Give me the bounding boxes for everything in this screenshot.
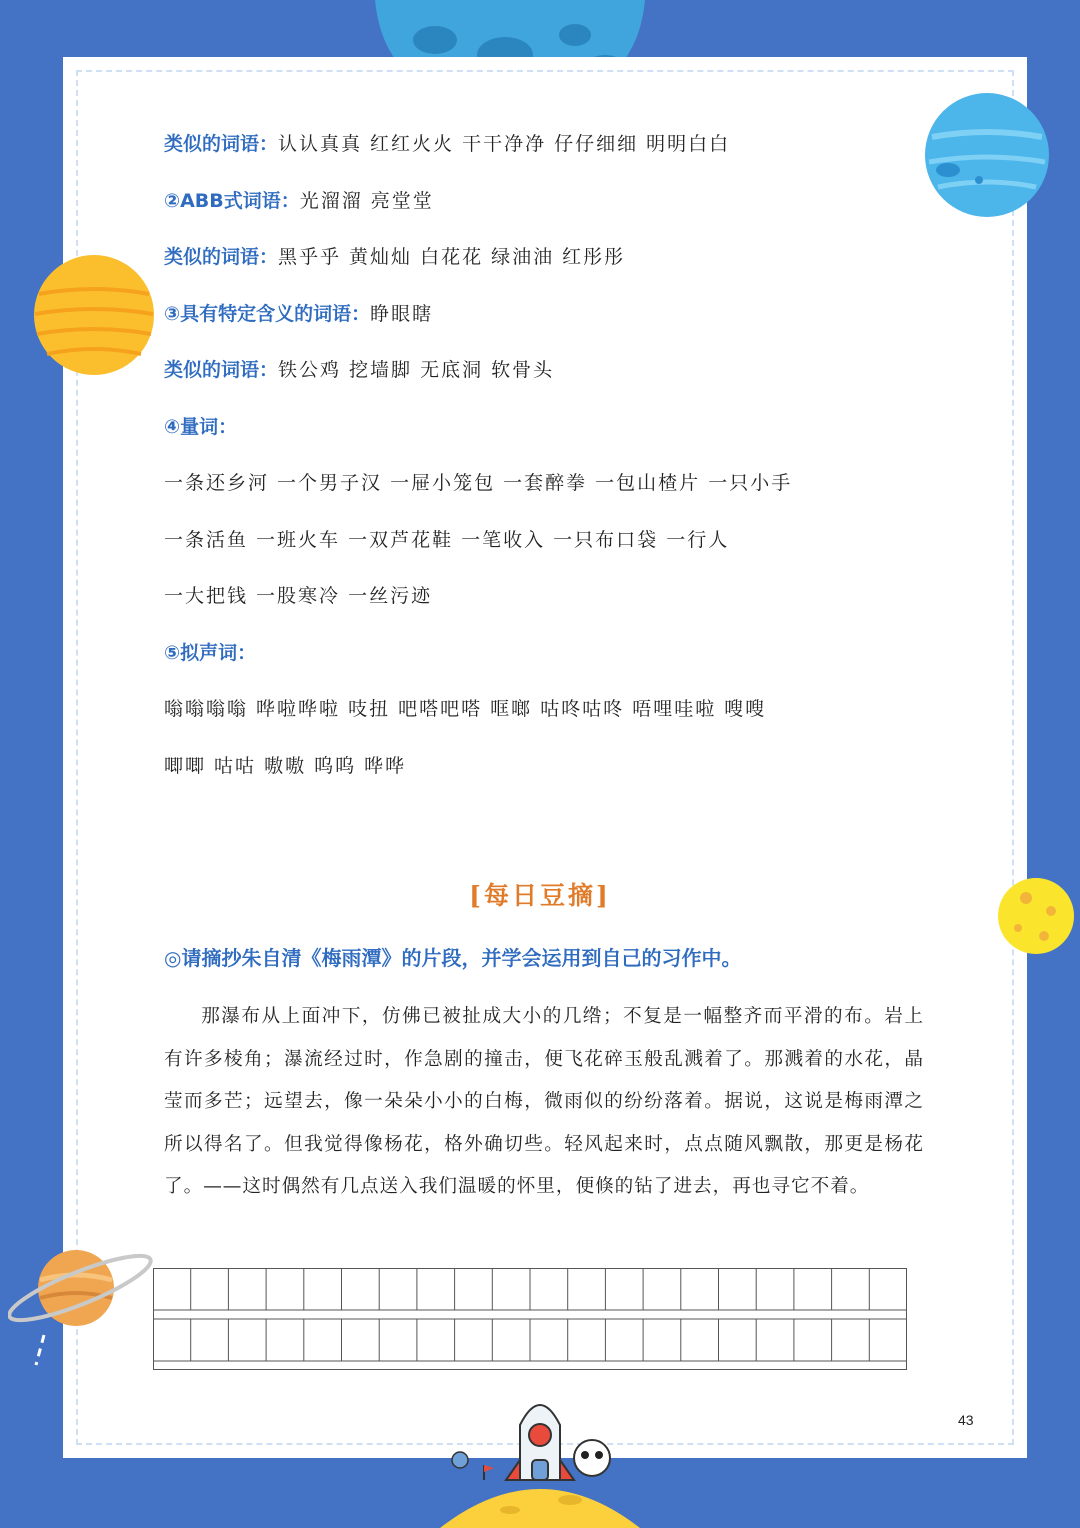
line-text: 一大把钱 一股寒冷 一丝污迹 [164, 585, 433, 607]
content-line [164, 130, 730, 158]
line-label: ②ABB式词语： [164, 190, 300, 212]
line-text: 认认真真 红红火火 干干净净 仔仔细细 明明白白 [278, 133, 731, 155]
line-text: 铁公鸡 挖墙脚 无底洞 软骨头 [278, 359, 555, 381]
line-label: ④量词： [164, 416, 238, 438]
content-line [164, 526, 729, 554]
line-text: 嗡嗡嗡嗡 哗啦哗啦 吱扭 吧嗒吧嗒 哐啷 咕咚咕咚 唔哩哇啦 嗖嗖 [164, 698, 767, 720]
task-instruction: ◎请摘抄朱自清《梅雨潭》的片段，并学会运用到自己的习作中。 [164, 946, 742, 970]
line-label: ③具有特定含义的词语： [164, 303, 371, 325]
blue-planet-icon [924, 92, 1050, 218]
line-label: 类似的词语： [164, 133, 279, 155]
content-line [164, 752, 406, 780]
line-text: 黑乎乎 黄灿灿 白花花 绿油油 红彤彤 [278, 246, 626, 268]
line-text: 唧唧 咕咕 嗷嗷 呜呜 哗哗 [164, 755, 407, 777]
content-line [164, 300, 433, 328]
excerpt-passage: 那瀑布从上面冲下，仿佛已被扯成大小的几绺；不复是一幅整齐而平滑的布。岩上有许多棱角；瀑流经过时，作急剧的撞击，便飞花碎玉般乱溅着了。那溅着的水花，晶莹而多芒；远望去，像一朵朵小小的白梅，微雨似的纷纷落着。据说，这说是梅雨潭之所以得名了。但我觉得像杨花，格外确切些。轻风起来时，点点随风飘散，那更是杨花了。——这时偶然有几点送入我们温暖的怀里，便倏的钻了进去，再也寻它不着。 [164, 1006, 924, 1198]
content-line [164, 243, 625, 271]
orange-planet-icon [33, 254, 155, 376]
writing-grid[interactable] [153, 1268, 907, 1370]
page-number: 43 [958, 1412, 974, 1428]
content-line [164, 695, 766, 723]
line-label: 类似的词语： [164, 359, 279, 381]
content-line [164, 356, 554, 384]
line-text: 一条活鱼 一班火车 一双芦花鞋 一笔收入 一只布口袋 一行人 [164, 529, 730, 551]
line-text: 光溜溜 亮堂堂 [299, 190, 434, 212]
line-label: ⑤拟声词： [164, 642, 257, 664]
saturn-icon [8, 1240, 158, 1370]
line-text: 睁眼瞎 [370, 303, 434, 325]
content-line [164, 413, 237, 441]
content-line [164, 582, 432, 610]
line-label: 类似的词语： [164, 246, 279, 268]
content-line [164, 469, 792, 497]
line-text: 一条还乡河 一个男子汉 一屉小笼包 一套醉拳 一包山楂片 一只小手 [164, 472, 793, 494]
content-line [164, 187, 434, 215]
content-line [164, 639, 256, 667]
section-title: [每日豆摘] [469, 881, 611, 910]
rocket-illustration [440, 1380, 640, 1528]
